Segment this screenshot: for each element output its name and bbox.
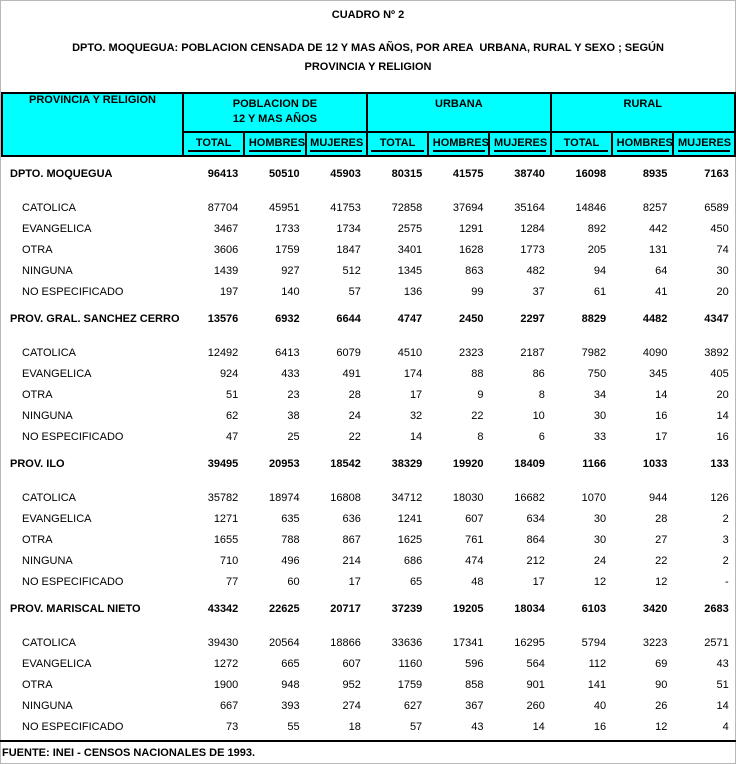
religion-name-cell: EVANGELICA [22, 512, 92, 525]
value-cell: 512 [342, 264, 361, 277]
value-cell: 43 [471, 720, 484, 733]
value-cell: 38329 [391, 458, 423, 470]
value-cell: 57 [409, 720, 423, 733]
religion-row [2, 281, 735, 302]
value-cell: 30 [593, 533, 607, 546]
value-cell: 8935 [642, 168, 668, 180]
column-group-poblacion [183, 93, 367, 132]
value-cell: 22 [348, 430, 361, 443]
value-cell: 19205 [452, 603, 484, 615]
value-cell: 27 [655, 533, 668, 546]
value-cell: 16 [716, 430, 729, 443]
group-label-line2 [368, 112, 550, 127]
value-cell: 2 [722, 512, 729, 525]
value-cell: 39495 [207, 458, 239, 470]
religion-row [2, 426, 735, 447]
value-cell: 1272 [213, 657, 239, 670]
value-cell: 23 [287, 388, 300, 401]
value-cell: 14846 [575, 201, 607, 214]
value-cell: 60 [287, 575, 300, 588]
religion-row [2, 626, 735, 653]
value-cell: 6413 [275, 346, 300, 359]
value-cell: 99 [471, 285, 484, 298]
religion-name-cell: CATOLICA [22, 636, 76, 649]
value-cell: 367 [465, 699, 484, 712]
value-cell: 12 [655, 575, 668, 588]
subcolumn-total: TOTAL [367, 132, 428, 156]
value-cell: 858 [465, 678, 484, 691]
value-cell: 1759 [397, 678, 423, 691]
section-row [2, 592, 735, 626]
value-cell: 4482 [642, 313, 668, 325]
group-label-line1: POBLACION DE [232, 98, 318, 110]
value-cell: 405 [710, 367, 729, 380]
religion-name-cell: CATOLICA [22, 346, 76, 359]
value-cell: 3 [722, 533, 729, 546]
religion-row [2, 363, 735, 384]
religion-row [2, 508, 735, 529]
section-name-cell: PROV. GRAL. SANCHEZ CERRO [10, 313, 180, 325]
religion-name-cell: OTRA [22, 678, 53, 691]
value-cell: 24 [348, 409, 361, 422]
value-cell: 48 [471, 575, 484, 588]
value-cell: 41753 [330, 201, 361, 214]
column-header-provincia: PROVINCIA Y RELIGION [2, 93, 183, 156]
value-cell: 8257 [642, 201, 668, 214]
value-cell: 22625 [269, 603, 300, 615]
value-cell: 18542 [330, 458, 361, 470]
value-cell: 35164 [514, 201, 545, 214]
value-cell: 87704 [207, 201, 239, 214]
value-cell: 607 [465, 512, 484, 525]
value-cell: 952 [342, 678, 361, 691]
value-cell: 39430 [207, 636, 239, 649]
table-header [2, 93, 735, 156]
value-cell: 37239 [391, 603, 423, 615]
value-cell: 22 [471, 409, 484, 422]
value-cell: 25 [287, 430, 300, 443]
value-cell: 491 [342, 367, 361, 380]
value-cell: 14 [716, 699, 729, 712]
value-cell: 18030 [452, 491, 484, 504]
value-cell: 634 [526, 512, 545, 525]
value-cell: 393 [281, 699, 300, 712]
religion-name-cell: OTRA [22, 388, 53, 401]
value-cell: 22 [655, 554, 668, 567]
value-cell: 6079 [336, 346, 361, 359]
value-cell: 33 [593, 430, 607, 443]
value-cell: 45903 [330, 168, 361, 180]
value-cell: 3401 [397, 243, 423, 256]
section-name-cell: PROV. MARISCAL NIETO [10, 603, 141, 615]
value-cell: 686 [403, 554, 423, 567]
value-cell: 1625 [397, 533, 423, 546]
religion-row [2, 218, 735, 239]
religion-name-cell: CATOLICA [22, 201, 76, 214]
subcolumn-total: TOTAL [183, 132, 244, 156]
subcolumn-hombres: HOMBRES [612, 132, 673, 156]
group-label-line2 [552, 112, 734, 127]
value-cell: 96413 [207, 168, 239, 180]
value-cell: 28 [348, 388, 361, 401]
section-name-cell: DPTO. MOQUEGUA [10, 168, 113, 180]
value-cell: 1655 [213, 533, 239, 546]
value-cell: 260 [526, 699, 545, 712]
header-group-row [2, 93, 735, 132]
value-cell: 6589 [704, 201, 729, 214]
source-note: FUENTE: INEI - CENSOS NACIONALES DE 1993. [2, 747, 256, 759]
value-cell: 867 [342, 533, 361, 546]
value-cell: 667 [219, 699, 239, 712]
value-cell: 4 [722, 720, 729, 733]
value-cell: 37 [532, 285, 545, 298]
group-label-line1: URBANA [435, 98, 483, 110]
value-cell: 74 [716, 243, 729, 256]
value-cell: 1345 [397, 264, 423, 277]
value-cell: 18034 [514, 603, 545, 615]
value-cell: 16295 [514, 636, 545, 649]
value-cell: 1241 [397, 512, 423, 525]
value-cell: 30 [716, 264, 729, 277]
subcolumn-mujeres: MUJERES [489, 132, 550, 156]
value-cell: 86 [532, 367, 545, 380]
value-cell: 40 [593, 699, 607, 712]
value-cell: 2 [722, 554, 729, 567]
value-cell: 17341 [452, 636, 484, 649]
value-cell: 88 [471, 367, 484, 380]
value-cell: 1900 [213, 678, 239, 691]
value-cell: 12 [655, 720, 668, 733]
value-cell: 2450 [459, 313, 484, 325]
value-cell: 17 [348, 575, 361, 588]
table-number: CUADRO Nº 2 [331, 9, 405, 21]
religion-row [2, 674, 735, 695]
value-cell: 94 [593, 264, 607, 277]
value-cell: 47 [226, 430, 239, 443]
value-cell: 16 [593, 720, 607, 733]
value-cell: 1166 [582, 458, 607, 470]
value-cell: 43342 [207, 603, 239, 615]
value-cell: 927 [281, 264, 300, 277]
value-cell: 274 [342, 699, 361, 712]
value-cell: 133 [710, 458, 729, 470]
value-cell: 55 [287, 720, 300, 733]
value-cell: 72858 [391, 201, 423, 214]
value-cell: 6103 [581, 603, 607, 615]
value-cell: 174 [403, 367, 423, 380]
value-cell: 1160 [398, 657, 423, 670]
value-cell: 90 [655, 678, 668, 691]
religion-row [2, 336, 735, 363]
value-cell: 41 [655, 285, 668, 298]
value-cell: 65 [409, 575, 423, 588]
value-cell: 34712 [391, 491, 423, 504]
value-cell: 2323 [459, 346, 484, 359]
page-title: DPTO. MOQUEGUA: POBLACION CENSADA DE 12 Y MAS AÑOS, POR AREA URBANA, RURAL Y SEXO ; SEGÚN [72, 42, 664, 54]
religion-name-cell: OTRA [22, 533, 53, 546]
value-cell: 4347 [704, 313, 729, 325]
value-cell: 8829 [581, 313, 607, 325]
religion-row [2, 716, 735, 737]
value-cell: 944 [649, 491, 668, 504]
value-cell: 38 [287, 409, 300, 422]
value-cell: 750 [587, 367, 607, 380]
value-cell: 14 [716, 409, 729, 422]
value-cell: 788 [281, 533, 300, 546]
value-cell: 3420 [642, 603, 668, 615]
value-cell: 564 [526, 657, 545, 670]
value-cell: 665 [281, 657, 300, 670]
value-cell: 710 [219, 554, 239, 567]
value-cell: 14 [532, 720, 545, 733]
value-cell: 4510 [397, 346, 423, 359]
section-name-cell: PROV. ILO [10, 458, 65, 470]
group-label-line2: 12 Y MAS AÑOS [232, 113, 318, 125]
value-cell: 450 [710, 222, 729, 235]
value-cell: 901 [526, 678, 545, 691]
value-cell: 5794 [581, 636, 607, 649]
column-group-rural [551, 93, 735, 132]
value-cell: 13576 [207, 313, 239, 325]
value-cell: 77 [226, 575, 239, 588]
value-cell: 212 [526, 554, 545, 567]
section-row [2, 302, 735, 336]
value-cell: 26 [655, 699, 668, 712]
value-cell: 345 [649, 367, 668, 380]
value-cell: 30 [593, 409, 607, 422]
value-cell: 20953 [269, 458, 300, 470]
religion-name-cell: EVANGELICA [22, 367, 92, 380]
value-cell: 3606 [213, 243, 239, 256]
value-cell: 864 [526, 533, 545, 546]
religion-name-cell: NINGUNA [22, 264, 73, 277]
value-cell: 948 [281, 678, 300, 691]
value-cell: - [725, 575, 729, 588]
religion-name-cell: NO ESPECIFICADO [22, 720, 124, 733]
value-cell: 496 [281, 554, 300, 567]
value-cell: 8 [538, 388, 545, 401]
value-cell: 635 [281, 512, 300, 525]
religion-row [2, 191, 735, 218]
value-cell: 6644 [336, 313, 361, 325]
value-cell: 10 [532, 409, 545, 422]
religion-row [2, 653, 735, 674]
value-cell: 607 [342, 657, 361, 670]
subcolumn-mujeres: MUJERES [673, 132, 734, 156]
value-cell: 33636 [391, 636, 423, 649]
value-cell: 9 [477, 388, 484, 401]
value-cell: 37694 [452, 201, 484, 214]
value-cell: 761 [465, 533, 484, 546]
census-table-body [2, 156, 735, 737]
religion-name-cell: CATOLICA [22, 491, 76, 504]
value-cell: 16682 [514, 491, 545, 504]
value-cell: 442 [649, 222, 668, 235]
value-cell: 12492 [207, 346, 239, 359]
religion-row [2, 405, 735, 426]
religion-row [2, 550, 735, 571]
value-cell: 16808 [330, 491, 361, 504]
value-cell: 433 [281, 367, 300, 380]
value-cell: 32 [409, 409, 423, 422]
value-cell: 51 [226, 388, 239, 401]
value-cell: 17 [409, 388, 423, 401]
value-cell: 1733 [275, 222, 300, 235]
value-cell: 924 [219, 367, 239, 380]
value-cell: 20 [716, 285, 729, 298]
value-cell: 18974 [269, 491, 300, 504]
value-cell: 2683 [704, 603, 729, 615]
value-cell: 2187 [520, 346, 545, 359]
value-cell: 1439 [213, 264, 239, 277]
value-cell: 20564 [269, 636, 300, 649]
value-cell: 636 [342, 512, 361, 525]
religion-name-cell: NINGUNA [22, 699, 73, 712]
value-cell: 1734 [336, 222, 361, 235]
census-table [1, 92, 736, 737]
value-cell: 28 [655, 512, 668, 525]
value-cell: 16 [655, 409, 668, 422]
value-cell: 1033 [642, 458, 668, 470]
religion-row [2, 695, 735, 716]
value-cell: 7163 [704, 168, 729, 180]
value-cell: 80315 [391, 168, 423, 180]
value-cell: 197 [219, 285, 239, 298]
value-cell: 1759 [275, 243, 300, 256]
religion-name-cell: EVANGELICA [22, 657, 92, 670]
value-cell: 7982 [581, 346, 607, 359]
religion-row [2, 384, 735, 405]
value-cell: 50510 [269, 168, 300, 180]
religion-row [2, 571, 735, 592]
value-cell: 4090 [642, 346, 668, 359]
value-cell: 1291 [459, 222, 484, 235]
value-cell: 16098 [575, 168, 607, 180]
value-cell: 61 [593, 285, 607, 298]
value-cell: 474 [465, 554, 484, 567]
section-row [2, 447, 735, 481]
religion-name-cell: NO ESPECIFICADO [22, 430, 124, 443]
religion-row [2, 481, 735, 508]
value-cell: 627 [403, 699, 423, 712]
value-cell: 18866 [330, 636, 361, 649]
value-cell: 62 [226, 409, 239, 422]
value-cell: 1847 [336, 243, 361, 256]
value-cell: 18 [348, 720, 361, 733]
value-cell: 64 [655, 264, 668, 277]
value-cell: 131 [649, 243, 668, 256]
value-cell: 126 [710, 491, 729, 504]
value-cell: 3892 [704, 346, 729, 359]
value-cell: 6932 [275, 313, 300, 325]
value-cell: 14 [655, 388, 668, 401]
value-cell: 73 [226, 720, 239, 733]
value-cell: 4747 [397, 313, 423, 325]
column-group-urbana [367, 93, 551, 132]
value-cell: 69 [655, 657, 668, 670]
value-cell: 1628 [459, 243, 484, 256]
religion-name-cell: NO ESPECIFICADO [22, 575, 124, 588]
value-cell: 214 [342, 554, 361, 567]
value-cell: 57 [348, 285, 361, 298]
value-cell: 8 [477, 430, 484, 443]
religion-name-cell: OTRA [22, 243, 53, 256]
value-cell: 863 [465, 264, 484, 277]
value-cell: 20717 [330, 603, 361, 615]
value-cell: 1284 [520, 222, 545, 235]
value-cell: 112 [588, 657, 607, 670]
value-cell: 6 [538, 430, 545, 443]
value-cell: 141 [587, 678, 607, 691]
subcolumn-hombres: HOMBRES [244, 132, 305, 156]
value-cell: 2571 [704, 636, 729, 649]
value-cell: 30 [593, 512, 607, 525]
value-cell: 18409 [514, 458, 545, 470]
value-cell: 2297 [520, 313, 545, 325]
value-cell: 43 [716, 657, 729, 670]
value-cell: 20 [716, 388, 729, 401]
value-cell: 14 [409, 430, 423, 443]
value-cell: 1271 [213, 512, 239, 525]
value-cell: 34 [593, 388, 607, 401]
value-cell: 38740 [514, 168, 545, 180]
value-cell: 140 [281, 285, 300, 298]
subcolumn-mujeres: MUJERES [306, 132, 367, 156]
value-cell: 3467 [213, 222, 239, 235]
value-cell: 1070 [581, 491, 607, 504]
religion-row [2, 239, 735, 260]
value-cell: 51 [716, 678, 729, 691]
religion-name-cell: EVANGELICA [22, 222, 92, 235]
page-title-line2: PROVINCIA Y RELIGION [304, 61, 432, 73]
group-label-line1: RURAL [623, 98, 662, 110]
value-cell: 1773 [520, 243, 545, 256]
value-cell: 19920 [452, 458, 484, 470]
religion-name-cell: NINGUNA [22, 554, 73, 567]
value-cell: 41575 [452, 168, 484, 180]
value-cell: 17 [532, 575, 545, 588]
religion-row [2, 260, 735, 281]
religion-row [2, 529, 735, 550]
value-cell: 24 [593, 554, 607, 567]
subcolumn-total: TOTAL [551, 132, 612, 156]
religion-name-cell: NO ESPECIFICADO [22, 285, 124, 298]
value-cell: 17 [655, 430, 668, 443]
value-cell: 136 [403, 285, 423, 298]
section-row [2, 156, 735, 191]
value-cell: 2575 [397, 222, 423, 235]
religion-name-cell: NINGUNA [22, 409, 73, 422]
value-cell: 596 [465, 657, 484, 670]
value-cell: 3223 [642, 636, 668, 649]
subcolumn-hombres: HOMBRES [428, 132, 489, 156]
value-cell: 35782 [207, 491, 239, 504]
value-cell: 482 [526, 264, 545, 277]
value-cell: 892 [587, 222, 607, 235]
value-cell: 45951 [269, 201, 300, 214]
value-cell: 12 [593, 575, 607, 588]
value-cell: 205 [587, 243, 607, 256]
